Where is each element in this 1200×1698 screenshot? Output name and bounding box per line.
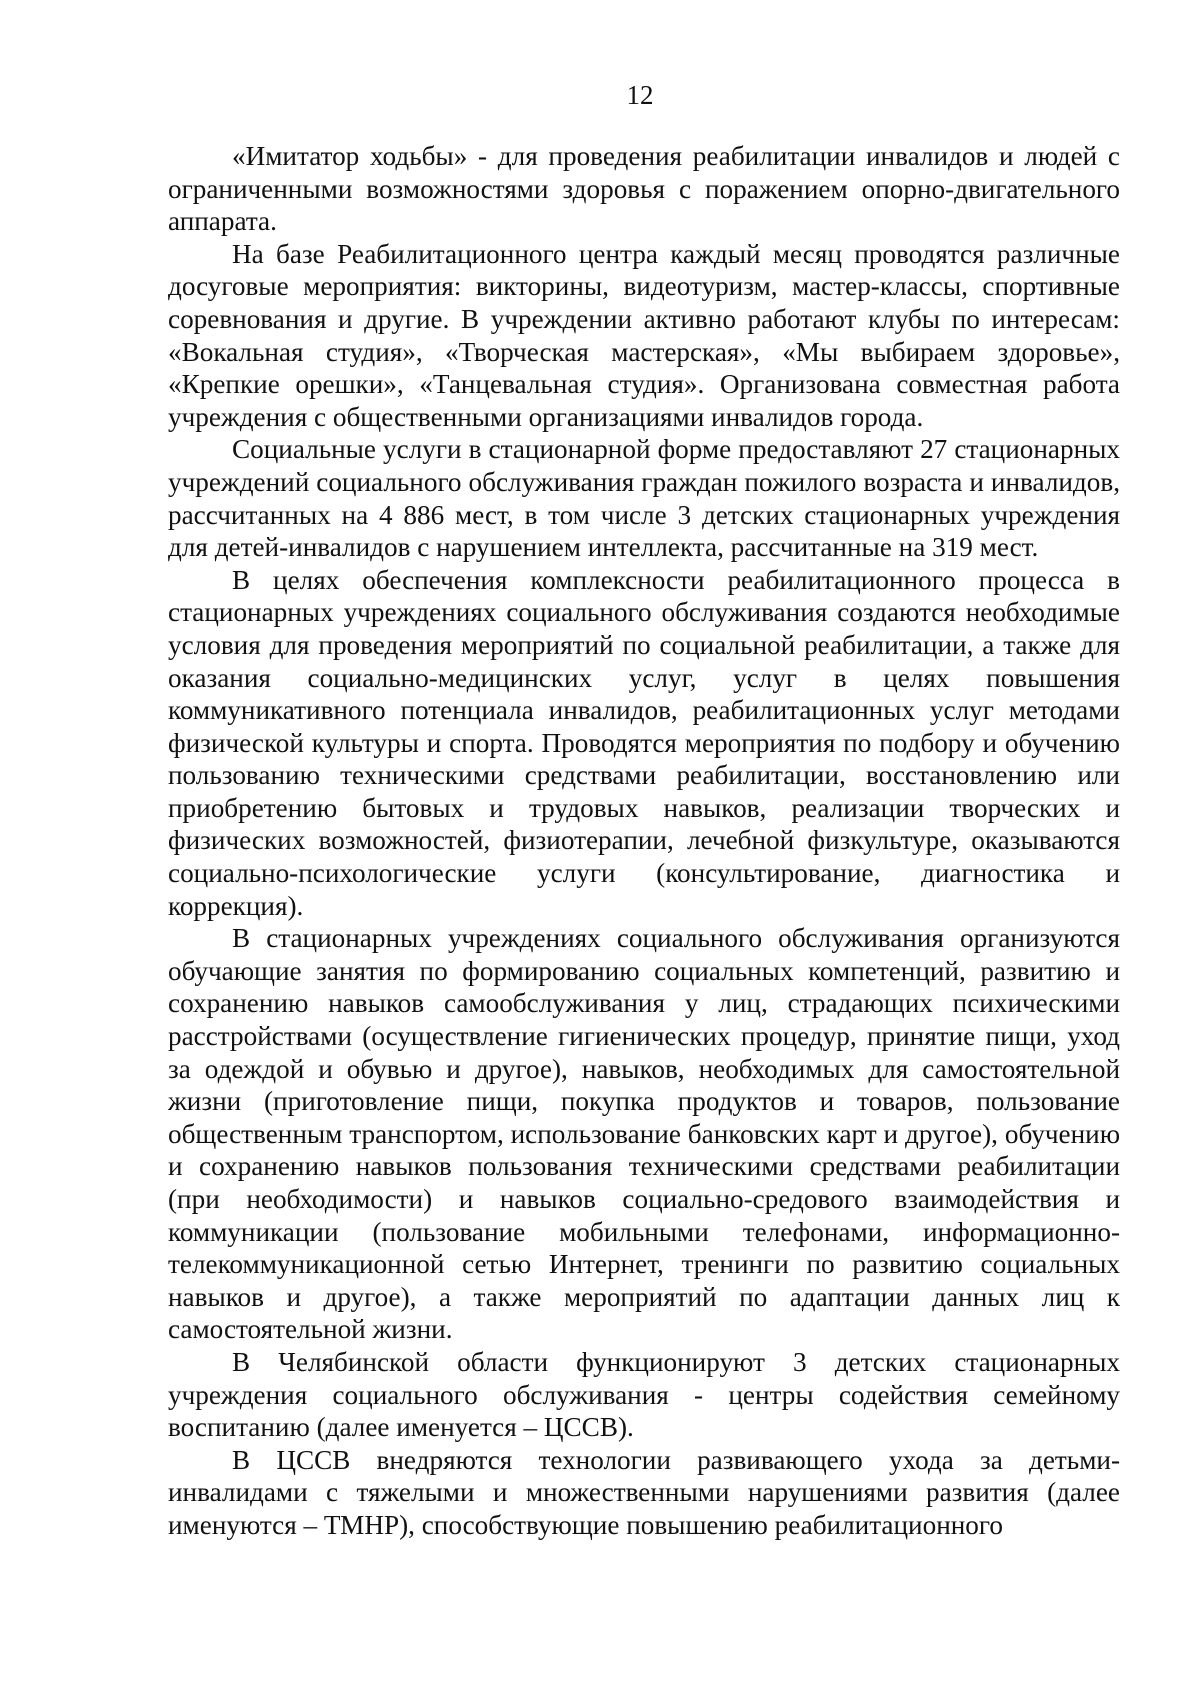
paragraph-care-technologies: В ЦССВ внедряются технологии развивающего ухода за детьми-инвалидами с тяжелыми и множественными нарушениями развития (далее именуются – ТМНР), способствующие повышению реабилитационного	[168, 1444, 1120, 1540]
paragraph-family-centers: В Челябинской области функционируют 3 детских стационарных учреждения социального обслуживания - центры содействия семейному воспитанию (далее именуется – ЦССВ).	[168, 1346, 1120, 1443]
paragraph-walking-simulator: «Имитатор ходьбы» - для проведения реабилитации инвалидов и людей с ограниченными возможностями здоровья с поражением опорно-двигательного аппарата.	[168, 141, 1120, 237]
page-number: 12	[626, 80, 654, 110]
paragraph-rehabilitation-conditions: В целях обеспечения комплексности реабилитационного процесса в стационарных учреждениях социального обслуживания создаются необходимые условия для проведения мероприятий по социальной реабилитации, а также для оказания социально-медицинских услуг, услуг в целях повышения коммуникативного потенциала инвалидов, реабилитационных услуг методами физической культуры и спорта. Проводятся мероприятия по подбору и обучению пользованию техническими средствами реабилитации, восстановлению или приобретению бытовых и трудовых навыков, реализации творческих и физических возможностей, физиотерапии, лечебной физкультуре, оказываются социально-психологические услуги (консультирование, диагностика и коррекция).	[168, 564, 1120, 921]
paragraph-leisure-activities: На базе Реабилитационного центра каждый месяц проводятся различные досуговые мероприятия: викторины, видеотуризм, мастер-классы, спортивные соревнования и другие. В учреждении активно работают клубы по интересам: «Вокальная студия», «Творческая мастерская», «Мы выбираем здоровье», «Крепкие орешки», «Танцевальная студия». Организована совместная работа учреждения с общественными организациями инвалидов города.	[168, 238, 1120, 432]
paragraph-inpatient-services: Социальные услуги в стационарной форме предоставляют 27 стационарных учреждений социального обслуживания граждан пожилого возраста и инвалидов, рассчитанных на 4 886 мест, в том числе 3 детских стационарных учреждения для детей-инвалидов с нарушением интеллекта, рассчитанные на 319 мест.	[168, 434, 1120, 563]
paragraph-training-sessions: В стационарных учреждениях социального обслуживания организуются обучающие занятия по формированию социальных компетенций, развитию и сохранению навыков самообслуживания у лиц, страдающих психическими расстройствами (осуществление гигиенических процедур, принятие пищи, уход за одеждой и обувью и другое), навыков, необходимых для самостоятельной жизни (приготовление пищи, покупка продуктов и товаров, пользование общественным транспортом, использование банковских карт и другое), обучению и сохранению навыков пользования техническими средствами реабилитации (при необходимости) и навыков социально-средового взаимодействия и коммуникации (пользование мобильными телефонами, информационно-телекоммуникационной сетью Интернет, тренинги по развитию социальных навыков и другое), а также мероприятий по адаптации данных лиц к самостоятельной жизни.	[168, 923, 1120, 1345]
document-body	[168, 140, 1120, 1542]
